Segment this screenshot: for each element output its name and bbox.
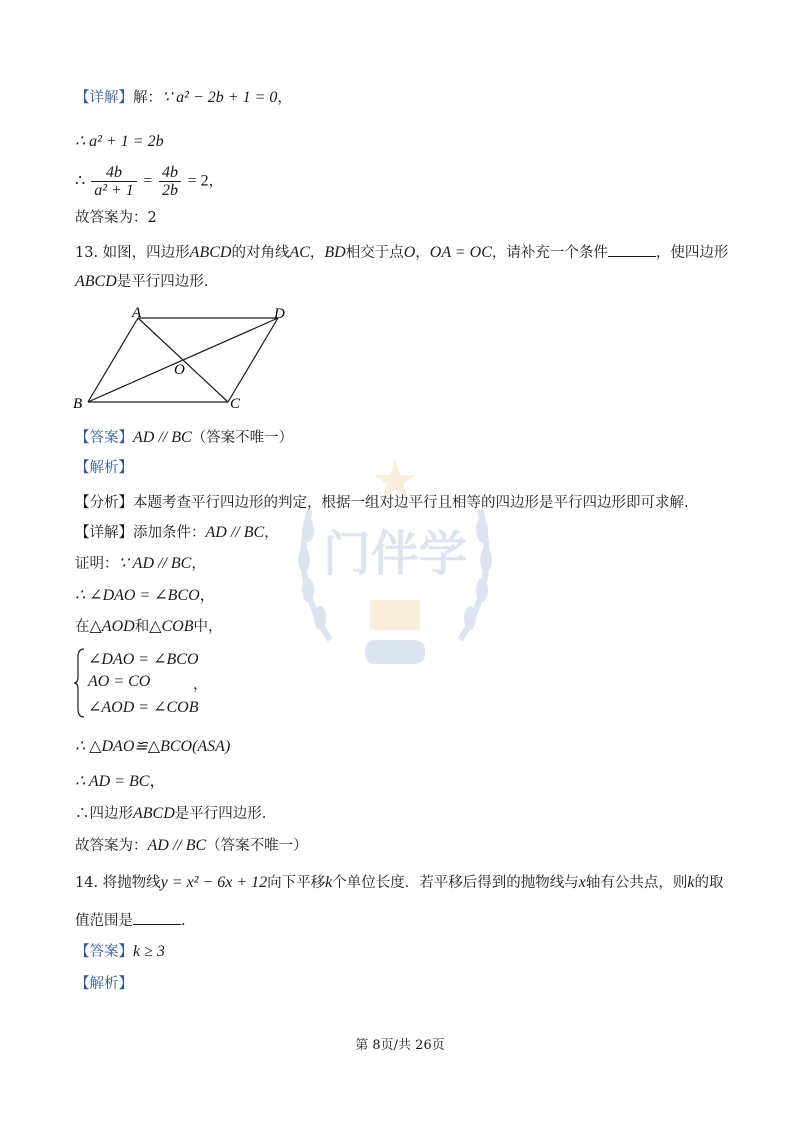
proof-line-4: ∴ △DAO≌△BCO(ASA) [75,738,231,755]
question-13-answer: 【答案】AD // BC（答案不唯一） [75,429,294,446]
question-13-line-1: 13. 如图，四边形ABCD的对角线AC，BD相交于点O，OA = OC，请补充一个条件 ，使四边形 [75,244,729,261]
watermark-text: 门伴学 [322,526,468,582]
question-14-line-2: 值范围是 . [75,910,186,931]
analysis-tag-14: 【解析】 [75,976,133,992]
solution-12-line-2: ∴ a² + 1 = 2b [75,133,164,150]
condition-1: ∠DAO = ∠BCO [88,651,199,668]
question-13-line-2: ABCD是平行四边形. [75,273,209,290]
question-13-final-answer: 故答案为：AD // BC（答案不唯一） [75,837,308,854]
label-d: D [274,306,285,322]
parallelogram-figure [68,304,298,412]
question-14-line-1: 14. 将抛物线y = x² − 6x + 12向下平移k个单位长度．若平移后得到的抛物线与x轴有公共点，则k的取 [75,874,724,891]
question-14-answer: 【答案】k ≥ 3 [75,943,165,960]
condition-system: ∠DAO = ∠BCO AO = CO ∠AOD = ∠COB ， [78,647,228,719]
answer-blank [608,242,656,257]
left-brace [74,647,86,719]
label-c: C [230,396,241,412]
proof-line-1: 证明：∵ AD // BC， [75,555,206,572]
proof-line-2: ∴ ∠DAO = ∠BCO， [75,587,216,604]
page-footer: 第 8页/共 26页 [355,1038,445,1053]
proof-line-3: 在△AOD和△COB中， [75,618,223,635]
solution-12-answer: 故答案为：2 [75,210,157,226]
label-a: A [132,305,142,321]
condition-3: ∠AOD = ∠COB [88,699,199,716]
proof-line-5: ∴ AD = BC， [75,773,166,790]
solution-12-line-3: ∴ $\frac{4b}{\text{a² + 1}}$ = $\frac{4b}{2b}$ = 2， [75,164,224,199]
watermark-logo [270,440,520,690]
analysis-tag-13: 【解析】 [75,460,133,476]
label-b: B [73,396,83,412]
fenxi-13: 【分析】本题考查平行四边形的判定，根据一组对边平行且相等的四边形是平行四边形即可求解. [75,495,689,511]
detail-13: 【详解】添加条件：AD // BC， [75,524,279,541]
label-o: O [174,362,185,378]
solution-12-line-1: 【详解】解：∵ a² − 2b + 1 = 0， [75,89,292,106]
condition-2: AO = CO [88,673,151,690]
detail-tag: 【详解】 [75,90,133,106]
proof-line-6: ∴四边形ABCD是平行四边形. [75,805,267,822]
answer-blank-14 [133,910,181,925]
